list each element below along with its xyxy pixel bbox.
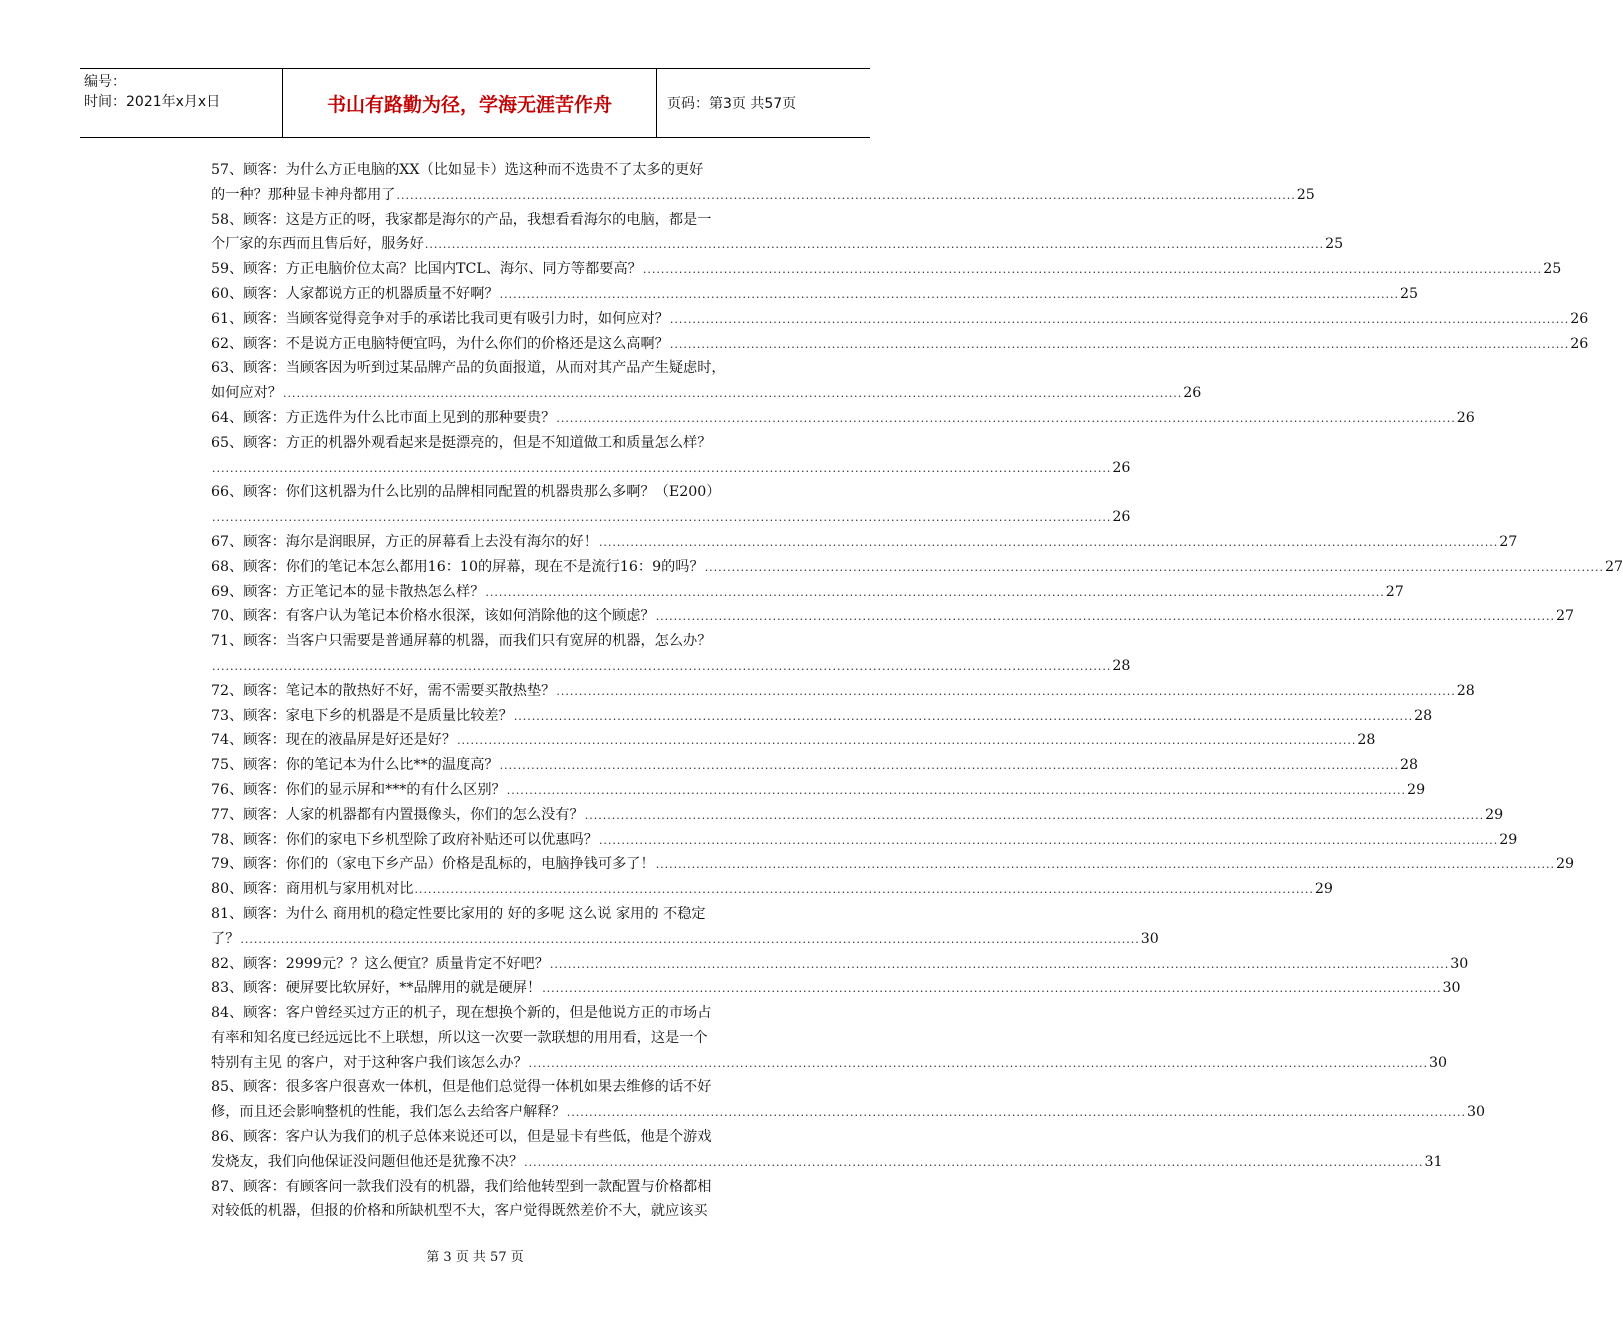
toc-entry[interactable] bbox=[211, 555, 1623, 580]
toc-entry-text: 了？ bbox=[211, 930, 240, 947]
toc-leader-dots: ........................................................................................................................................................................................................ bbox=[655, 610, 1556, 624]
header-motto: 书山有路勤为径，学海无涯苦作舟 bbox=[283, 69, 657, 137]
toc-entry[interactable] bbox=[211, 704, 1433, 729]
document-number-label: 编号： bbox=[84, 74, 126, 90]
toc-page-number: 26 bbox=[1183, 385, 1202, 402]
header-page-info: 页码：第3页 共57页 bbox=[667, 96, 797, 112]
toc-entry[interactable] bbox=[211, 505, 1131, 530]
toc-entry-text: 71、顾客：当客户只需要是普通屏幕的机器，而我们只有宽屏的机器，怎么办？ bbox=[211, 633, 712, 650]
toc-entry-text: 62、顾客：不是说方正电脑特便宜吗，为什么你们的价格还是这么高啊？ bbox=[211, 335, 669, 352]
toc-leader-dots: ........................................................................................................................................................................................................ bbox=[566, 1106, 1467, 1120]
toc-page-number: 26 bbox=[1112, 509, 1131, 526]
toc-leader-dots: ........................................................................................................................................................................................................ bbox=[212, 461, 1112, 475]
header-meta bbox=[80, 69, 283, 137]
toc-entry[interactable] bbox=[211, 604, 1575, 629]
toc-page-number: 26 bbox=[1112, 459, 1131, 476]
toc-entry[interactable] bbox=[211, 753, 1419, 778]
toc-entry-text: 80、顾客：商用机与家用机对比 bbox=[211, 881, 414, 898]
toc-entry-text: 58、顾客：这是方正的呀，我家都是海尔的产品，我想看看海尔的电脑，都是一 bbox=[211, 211, 712, 228]
toc-page-number: 29 bbox=[1499, 831, 1518, 848]
toc-entry[interactable] bbox=[211, 629, 806, 654]
toc-page-number: 29 bbox=[1556, 856, 1575, 873]
toc-entry-text: 85、顾客：很多客户很喜欢一体机，但是他们总觉得一体机如果去维修的话不好 bbox=[211, 1079, 712, 1096]
toc-entry[interactable] bbox=[211, 332, 1589, 357]
toc-leader-dots: ........................................................................................................................................................................................................ bbox=[513, 709, 1414, 723]
toc-entry[interactable] bbox=[211, 877, 1333, 902]
toc-entry-text: 79、顾客：你们的（家电下乡产品）价格是乱标的，电脑挣钱可多了！ bbox=[211, 856, 655, 873]
toc-page-number: 27 bbox=[1605, 558, 1623, 575]
toc-page-number: 26 bbox=[1570, 335, 1589, 352]
toc-page-number: 27 bbox=[1556, 608, 1575, 625]
toc-entry[interactable] bbox=[211, 952, 1469, 977]
toc-entry[interactable] bbox=[211, 679, 1475, 704]
toc-leader-dots: ........................................................................................................................................................................................................ bbox=[598, 833, 1499, 847]
toc-entry-text: 84、顾客：客户曾经买过方正的机子，现在想换个新的，但是他说方正的市场占 bbox=[211, 1005, 712, 1022]
toc-page-number: 28 bbox=[1399, 757, 1419, 774]
toc-leader-dots: ........................................................................................................................................................................................................ bbox=[584, 808, 1485, 822]
toc-entry-text: 65、顾客：方正的机器外观看起来是挺漂亮的，但是不知道做工和质量怎么样？ bbox=[211, 434, 712, 451]
toc-entry[interactable] bbox=[211, 580, 1404, 605]
toc-entry-text: 个厂家的东西而且售后好，服务好 bbox=[211, 236, 424, 253]
toc-leader-dots: ........................................................................................................................................................................................................ bbox=[499, 287, 1399, 301]
toc-leader-dots: ........................................................................................................................................................................................................ bbox=[240, 932, 1140, 946]
toc-leader-dots: ........................................................................................................................................................................................................ bbox=[212, 659, 1112, 673]
toc-leader-dots: ........................................................................................................................................................................................................ bbox=[655, 858, 1556, 872]
toc-leader-dots: ........................................................................................................................................................................................................ bbox=[542, 982, 1442, 996]
toc-page-number: 28 bbox=[1112, 657, 1131, 674]
toc-entry-text: 82、顾客：2999元？？这么便宜？质量肯定不好吧？ bbox=[211, 955, 549, 972]
toc-leader-dots: ........................................................................................................................................................................................................ bbox=[506, 783, 1407, 797]
toc-entry-text: 66、顾客：你们这机器为什么比别的品牌相同配置的机器贵那么多啊？（E200） bbox=[211, 484, 721, 501]
document-time-label: 时间：2021年x月x日 bbox=[84, 94, 221, 110]
toc-entry-text: 73、顾客：家电下乡的机器是不是质量比较差？ bbox=[211, 707, 513, 724]
toc-page-number: 30 bbox=[1450, 955, 1469, 972]
toc-page-number: 26 bbox=[1570, 310, 1589, 327]
toc-page-number: 28 bbox=[1456, 682, 1475, 699]
toc-leader-dots: ........................................................................................................................................................................................................ bbox=[556, 684, 1456, 698]
toc-page-number: 25 bbox=[1399, 285, 1419, 302]
toc-leader-dots: ........................................................................................................................................................................................................ bbox=[669, 337, 1570, 351]
toc-entry[interactable] bbox=[211, 803, 1504, 828]
page-footer: 第 3 页 共 57 页 bbox=[426, 1250, 524, 1265]
toc-page-number: 30 bbox=[1140, 930, 1159, 947]
toc-leader-dots: ........................................................................................................................................................................................................ bbox=[414, 883, 1314, 897]
toc-entry-text: 59、顾客：方正电脑价位太高？比国内TCL、海尔、同方等都要高？ bbox=[211, 261, 642, 278]
toc-entry[interactable] bbox=[211, 1051, 1448, 1076]
toc-entry-text: 83、顾客：硬屏要比软屏好，**品牌用的就是硬屏！ bbox=[211, 980, 542, 997]
toc-entry-text: 77、顾客：人家的机器都有内置摄像头，你们的怎么没有？ bbox=[211, 806, 584, 823]
toc-leader-dots: ........................................................................................................................................................................................................ bbox=[528, 1056, 1428, 1070]
toc-page-number: 29 bbox=[1314, 881, 1333, 898]
toc-entry-text: 75、顾客：你的笔记本为什么比**的温度高？ bbox=[211, 757, 499, 774]
toc-page-number: 27 bbox=[1499, 533, 1518, 550]
toc-entry-text: 有率和知名度已经远远比不上联想，所以这一次要一款联想的用用看，这是一个 bbox=[211, 1029, 708, 1046]
toc-entry[interactable] bbox=[211, 1150, 1443, 1175]
toc-page-number: 27 bbox=[1385, 583, 1404, 600]
toc-entry[interactable] bbox=[211, 927, 1159, 952]
toc-entry-text: 如何应对？ bbox=[211, 385, 282, 402]
toc-entry-text: 修，而且还会影响整机的性能，我们怎么去给客户解释？ bbox=[211, 1104, 566, 1121]
table-of-contents bbox=[211, 158, 1623, 1224]
toc-leader-dots: ........................................................................................................................................................................................................ bbox=[598, 535, 1499, 549]
toc-entry-text: 78、顾客：你们的家电下乡机型除了政府补贴还可以优惠吗？ bbox=[211, 831, 598, 848]
toc-page-number: 28 bbox=[1414, 707, 1433, 724]
toc-page-number: 28 bbox=[1357, 732, 1376, 749]
toc-entry-text: 61、顾客：当顾客觉得竞争对手的承诺比我司更有吸引力时，如何应对？ bbox=[211, 310, 669, 327]
toc-leader-dots: ........................................................................................................................................................................................................ bbox=[556, 411, 1456, 425]
toc-leader-dots: ........................................................................................................................................................................................................ bbox=[396, 188, 1296, 202]
toc-page-number: 25 bbox=[1325, 236, 1344, 253]
toc-entry-text: 57、顾客：为什么方正电脑的XX（比如显卡）选这种而不选贵不了太多的更好 bbox=[211, 162, 704, 178]
toc-entry[interactable] bbox=[211, 1075, 806, 1100]
toc-entry-text: 对较低的机器，但报的价格和所缺机型不大，客户觉得既然差价不大，就应该买 bbox=[211, 1203, 708, 1220]
toc-leader-dots: ........................................................................................................................................................................................................ bbox=[499, 759, 1399, 773]
toc-leader-dots: ........................................................................................................................................................................................................ bbox=[669, 312, 1570, 326]
toc-entry-text: 68、顾客：你们的笔记本怎么都用16：10的屏幕，现在不是流行16：9的吗？ bbox=[211, 558, 704, 575]
toc-entry-text: 74、顾客：现在的液晶屏是好还是好？ bbox=[211, 732, 457, 749]
toc-entry[interactable] bbox=[211, 728, 1376, 753]
toc-entry[interactable] bbox=[211, 158, 806, 183]
toc-entry-text: 特别有主见 的客户，对于这种客户我们该怎么办？ bbox=[211, 1054, 528, 1071]
toc-leader-dots: ........................................................................................................................................................................................................ bbox=[642, 263, 1543, 277]
toc-entry-text: 72、顾客：笔记本的散热好不好，需不需要买散热垫？ bbox=[211, 682, 556, 699]
toc-entry[interactable] bbox=[211, 530, 1518, 555]
toc-page-number: 30 bbox=[1428, 1054, 1448, 1071]
toc-leader-dots: ........................................................................................................................................................................................................ bbox=[549, 957, 1450, 971]
toc-entry[interactable] bbox=[211, 1001, 806, 1026]
toc-page-number: 31 bbox=[1424, 1153, 1443, 1170]
toc-entry-text: 64、顾客：方正选件为什么比市面上见到的那种要贵？ bbox=[211, 409, 556, 426]
toc-leader-dots: ........................................................................................................................................................................................................ bbox=[485, 585, 1385, 599]
toc-entry-text: 86、顾客：客户认为我们的机子总体来说还可以，但是显卡有些低，他是个游戏 bbox=[211, 1129, 712, 1146]
toc-entry[interactable] bbox=[211, 208, 806, 233]
toc-entry[interactable] bbox=[211, 456, 1131, 481]
toc-page-number: 30 bbox=[1467, 1104, 1486, 1121]
toc-entry[interactable] bbox=[211, 406, 1475, 431]
toc-page-number: 29 bbox=[1485, 806, 1504, 823]
toc-leader-dots: ........................................................................................................................................................................................................ bbox=[457, 734, 1357, 748]
toc-leader-dots: ........................................................................................................................................................................................................ bbox=[524, 1155, 1424, 1169]
toc-leader-dots: ........................................................................................................................................................................................................ bbox=[704, 560, 1605, 574]
toc-entry[interactable] bbox=[211, 778, 1426, 803]
toc-entry-text: 87、顾客：有顾客问一款我们没有的机器，我们给他转型到一款配置与价格都相 bbox=[211, 1178, 712, 1195]
toc-entry-text: 的一种？那种显卡神舟都用了 bbox=[211, 186, 396, 203]
toc-entry-text: 70、顾客：有客户认为笔记本价格水很深，该如何消除他的这个顾虑？ bbox=[211, 608, 655, 625]
toc-entry[interactable] bbox=[211, 232, 1344, 257]
toc-leader-dots: ........................................................................................................................................................................................................ bbox=[212, 511, 1112, 525]
toc-entry[interactable] bbox=[211, 828, 1518, 853]
toc-entry-text: 69、顾客：方正笔记本的显卡散热怎么样？ bbox=[211, 583, 485, 600]
toc-leader-dots: ........................................................................................................................................................................................................ bbox=[424, 238, 1325, 252]
toc-entry-text: 60、顾客：人家都说方正的机器质量不好啊？ bbox=[211, 285, 499, 302]
toc-page-number: 30 bbox=[1442, 980, 1461, 997]
toc-entry[interactable] bbox=[211, 431, 806, 456]
toc-entry[interactable] bbox=[211, 654, 1131, 679]
toc-entry[interactable] bbox=[211, 1100, 1486, 1125]
toc-entry[interactable] bbox=[211, 183, 1315, 208]
toc-entry[interactable] bbox=[211, 1125, 806, 1150]
toc-page-number: 29 bbox=[1407, 781, 1426, 798]
toc-entry-text: 63、顾客：当顾客因为听到过某品牌产品的负面报道，从而对其产品产生疑虑时， bbox=[211, 360, 726, 377]
toc-entry-text: 81、顾客：为什么 商用机的稳定性要比家用的 好的多呢 这么说 家用的 不稳定 bbox=[211, 905, 706, 922]
toc-entry[interactable] bbox=[211, 282, 1419, 307]
toc-entry[interactable] bbox=[211, 257, 1562, 282]
toc-entry[interactable] bbox=[211, 480, 806, 505]
toc-entry[interactable] bbox=[211, 1026, 806, 1051]
toc-entry[interactable] bbox=[211, 852, 1575, 877]
toc-entry-text: 67、顾客：海尔是润眼屏，方正的屏幕看上去没有海尔的好！ bbox=[211, 533, 598, 550]
toc-entry[interactable] bbox=[211, 902, 806, 927]
toc-page-number: 25 bbox=[1543, 261, 1562, 278]
toc-entry[interactable] bbox=[211, 976, 1461, 1001]
toc-entry[interactable] bbox=[211, 381, 1202, 406]
page-header bbox=[80, 68, 870, 138]
toc-page-number: 26 bbox=[1456, 409, 1475, 426]
toc-entry-text: 76、顾客：你们的显示屏和***的有什么区别？ bbox=[211, 781, 506, 798]
toc-entry[interactable] bbox=[211, 307, 1589, 332]
toc-page-number: 25 bbox=[1296, 186, 1315, 203]
toc-entry[interactable] bbox=[211, 1175, 806, 1200]
toc-entry[interactable] bbox=[211, 1199, 806, 1224]
toc-leader-dots: ........................................................................................................................................................................................................ bbox=[282, 387, 1183, 401]
toc-entry[interactable] bbox=[211, 356, 806, 381]
toc-entry-text: 发烧友，我们向他保证没问题但他还是犹豫不决？ bbox=[211, 1153, 524, 1170]
